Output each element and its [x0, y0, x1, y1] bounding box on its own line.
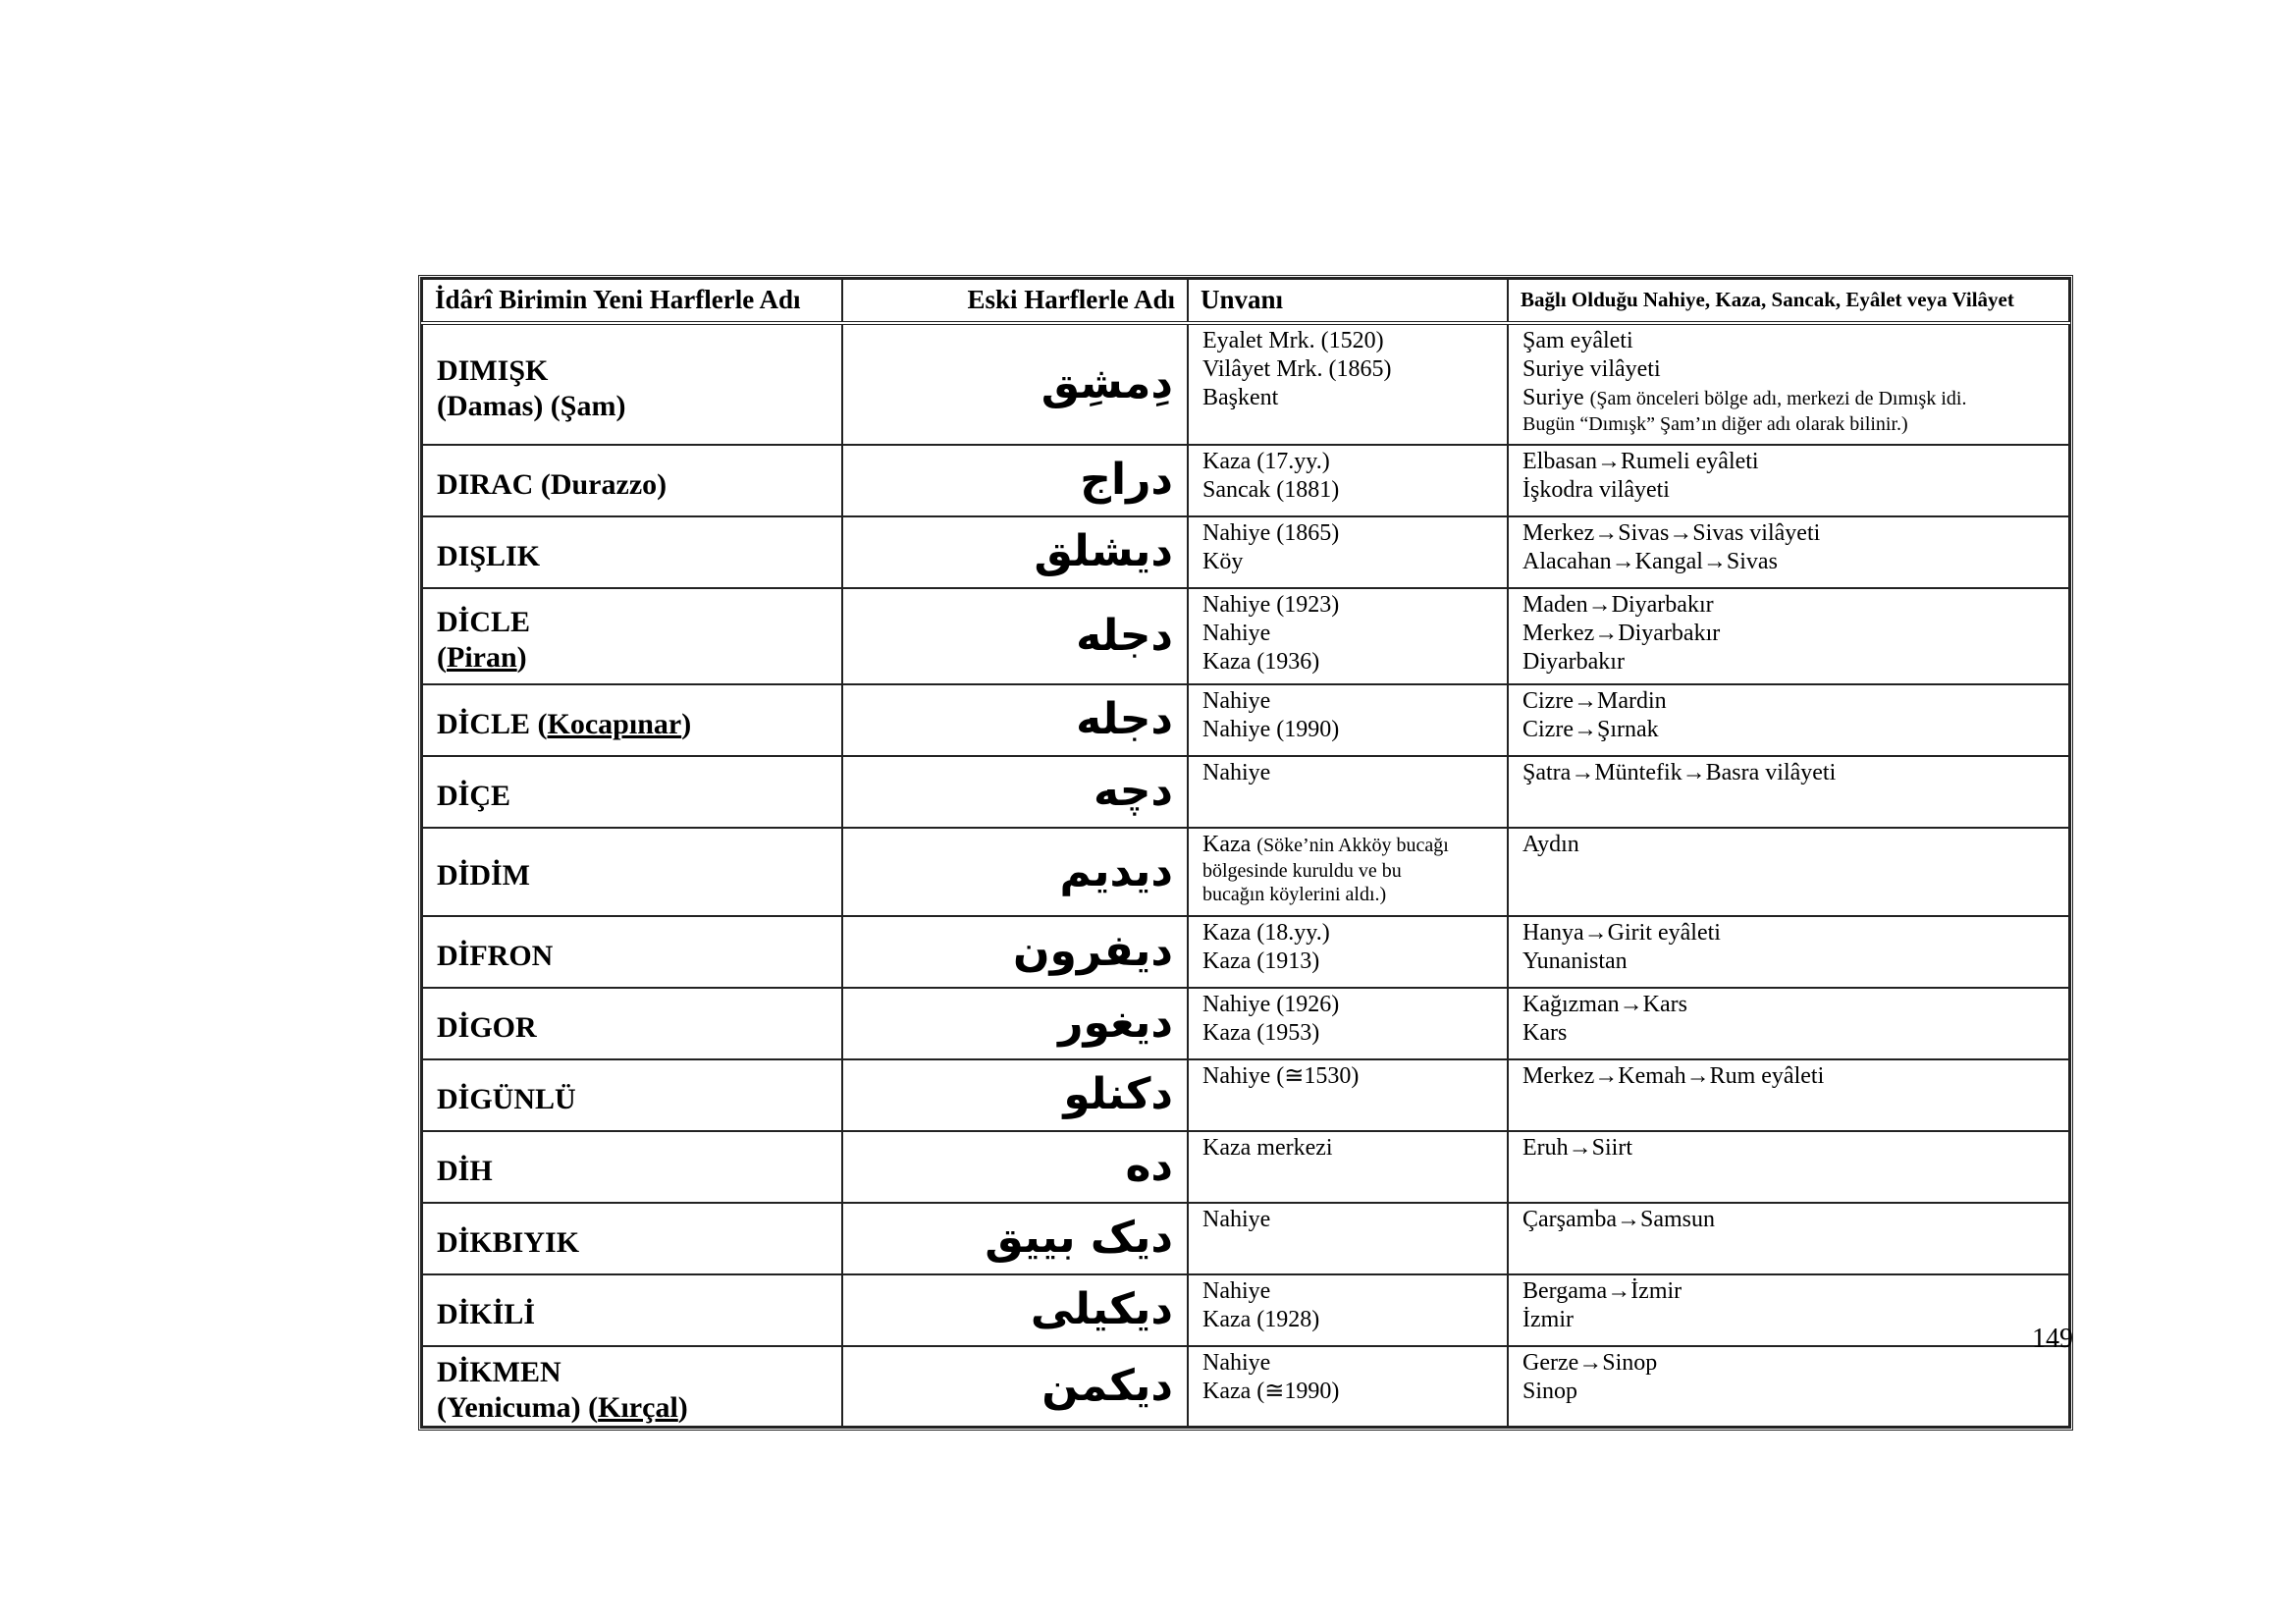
title-note: bölgesinde kuruldu ve bu	[1202, 860, 1402, 882]
name-cell	[422, 323, 842, 445]
alt-name: Kırçal	[598, 1391, 678, 1424]
old-name-cell: دِمشِق	[842, 323, 1188, 445]
old-name-cell: دجله	[842, 684, 1188, 756]
parent-cell	[1508, 828, 2069, 916]
name-text: DİCLE	[437, 606, 531, 638]
old-name-cell: ديكيلی	[842, 1274, 1188, 1346]
title-cell	[1188, 516, 1508, 588]
table-row	[422, 916, 2069, 988]
name-cell: DİKİLİ	[422, 1274, 842, 1346]
name-cell: DİGOR	[422, 988, 842, 1059]
old-name-cell: ديفرون	[842, 916, 1188, 988]
title-cell	[1188, 916, 1508, 988]
parent-cell	[1508, 1203, 2069, 1274]
title-cell	[1188, 756, 1508, 828]
table-row	[422, 756, 2069, 828]
parent-cell	[1508, 445, 2069, 516]
title-line: Nahiye (1923)	[1202, 592, 1340, 618]
title-line: Nahiye	[1202, 760, 1271, 785]
parent-line: Çarşamba→Samsun	[1522, 1207, 1715, 1232]
title-line: Köy	[1202, 549, 1244, 574]
title-line: Kaza (1913)	[1202, 948, 1320, 974]
title-line: Nahiye (≅1530)	[1202, 1063, 1360, 1089]
old-name-cell: دجله	[842, 588, 1188, 684]
parent-line: Merkez→Kemah→Rum eyâleti	[1522, 1063, 1825, 1089]
title-note: bucağın köylerini aldı.)	[1202, 884, 1387, 905]
name-cell: DİÇE	[422, 756, 842, 828]
title-line: Kaza (18.yy.)	[1202, 920, 1330, 946]
title-cell	[1188, 445, 1508, 516]
parent-line: Şam eyâleti	[1522, 328, 1633, 353]
parent-cell	[1508, 516, 2069, 588]
parent-note: Bugün “Dımışk” Şam’ın diğer adı olarak bilinir.)	[1522, 413, 1908, 435]
parent-note: (Şam önceleri bölge adı, merkezi de Dımışk idi.	[1589, 388, 1967, 409]
title-cell	[1188, 1274, 1508, 1346]
parent-line: Alacahan→Kangal→Sivas	[1522, 549, 1778, 574]
title-line: Kaza (1928)	[1202, 1307, 1320, 1332]
name-text: DIRAC	[437, 467, 534, 501]
old-name-cell: ديغور	[842, 988, 1188, 1059]
old-name-cell: ديشلق	[842, 516, 1188, 588]
old-name-cell: دكنلو	[842, 1059, 1188, 1131]
title-line: Kaza (≅1990)	[1202, 1379, 1340, 1404]
title-cell	[1188, 1059, 1508, 1131]
title-line: Nahiye	[1202, 688, 1271, 714]
parent-line: Eruh→Siirt	[1522, 1135, 1632, 1161]
name-cell	[422, 1346, 842, 1427]
parent-line: İzmir	[1522, 1307, 1574, 1332]
parent-cell	[1508, 916, 2069, 988]
parent-line: Cizre→Şırnak	[1522, 717, 1659, 742]
table-row	[422, 588, 2069, 684]
parent-cell	[1508, 684, 2069, 756]
parent-line: Gerze→Sinop	[1522, 1350, 1658, 1376]
parent-cell	[1508, 756, 2069, 828]
header-old: Eski Harflerle Adı	[842, 279, 1188, 323]
parent-cell	[1508, 1346, 2069, 1427]
table-row	[422, 323, 2069, 445]
title-line: Kaza merkezi	[1202, 1135, 1333, 1161]
title-cell	[1188, 684, 1508, 756]
parent-cell	[1508, 988, 2069, 1059]
table-row	[422, 1346, 2069, 1427]
parent-line: İşkodra vilâyeti	[1522, 477, 1670, 503]
table-row	[422, 1131, 2069, 1203]
parent-line: Merkez→Diyarbakır	[1522, 621, 1721, 646]
alt-name: Piran	[447, 641, 517, 674]
title-line: Nahiye (1865)	[1202, 520, 1340, 546]
parent-line: Suriye	[1522, 385, 1584, 410]
title-line: Vilâyet Mrk. (1865)	[1202, 356, 1392, 382]
title-line: Nahiye	[1202, 1207, 1271, 1232]
old-name-cell: ده	[842, 1131, 1188, 1203]
name-cell: DİDİM	[422, 828, 842, 916]
settlement-table	[418, 275, 2073, 1431]
title-line: Sancak (1881)	[1202, 477, 1340, 503]
header-row	[422, 279, 2069, 323]
alt-name-suffix: )	[677, 1391, 688, 1424]
page-number: 149	[2032, 1324, 2073, 1354]
alt-name: (Damas) (Şam)	[437, 389, 626, 422]
parent-line: Suriye vilâyeti	[1522, 356, 1661, 382]
title-line: Başkent	[1202, 385, 1279, 410]
alt-name: Kocapınar	[547, 707, 682, 740]
parent-line: Elbasan→Rumeli eyâleti	[1522, 449, 1759, 474]
header-name: İdârî Birimin Yeni Harflerle Adı	[422, 279, 842, 323]
title-cell	[1188, 1131, 1508, 1203]
parent-cell	[1508, 323, 2069, 445]
table-row	[422, 1059, 2069, 1131]
parent-line: Yunanistan	[1522, 948, 1628, 974]
name-cell	[422, 445, 842, 516]
title-note: (Söke’nin Akköy bucağı	[1256, 835, 1449, 856]
title-line: Nahiye (1990)	[1202, 717, 1340, 742]
alt-name: (Durazzo)	[540, 467, 667, 501]
table-row	[422, 516, 2069, 588]
parent-cell	[1508, 1059, 2069, 1131]
table	[421, 278, 2070, 1428]
title-line: Kaza (1953)	[1202, 1020, 1320, 1046]
name-text: DİCLE	[437, 707, 531, 740]
title-cell	[1188, 988, 1508, 1059]
header-parent: Bağlı Olduğu Nahiye, Kaza, Sancak, Eyâlet veya Vilâyet	[1508, 279, 2069, 323]
title-cell	[1188, 1203, 1508, 1274]
name-cell: DİH	[422, 1131, 842, 1203]
title-cell	[1188, 323, 1508, 445]
title-line: Nahiye	[1202, 1278, 1271, 1304]
title-line: Nahiye	[1202, 621, 1271, 646]
table-row	[422, 684, 2069, 756]
title-cell	[1188, 828, 1508, 916]
name-cell: DİGÜNLÜ	[422, 1059, 842, 1131]
title-cell	[1188, 1346, 1508, 1427]
parent-line: Hanya→Girit eyâleti	[1522, 920, 1721, 946]
name-text: DİKMEN	[437, 1356, 561, 1388]
old-name-cell: دراج	[842, 445, 1188, 516]
table-row	[422, 988, 2069, 1059]
table-row	[422, 1203, 2069, 1274]
parent-line: Bergama→İzmir	[1522, 1278, 1682, 1304]
parent-cell	[1508, 1131, 2069, 1203]
parent-line: Aydın	[1522, 832, 1579, 857]
title-line: Kaza	[1202, 832, 1252, 857]
title-line: Nahiye	[1202, 1350, 1271, 1376]
parent-line: Merkez→Sivas→Sivas vilâyeti	[1522, 520, 1821, 546]
parent-line: Sinop	[1522, 1379, 1578, 1404]
name-cell: DIŞLIK	[422, 516, 842, 588]
title-line: Kaza (17.yy.)	[1202, 449, 1330, 474]
title-line: Nahiye (1926)	[1202, 992, 1340, 1017]
old-name-cell: ديک بييق	[842, 1203, 1188, 1274]
name-text: DIMIŞK	[437, 353, 549, 387]
old-name-cell: دچه	[842, 756, 1188, 828]
parent-line: Şatra→Müntefik→Basra vilâyeti	[1522, 760, 1837, 785]
parent-cell	[1508, 1274, 2069, 1346]
parent-line: Maden→Diyarbakır	[1522, 592, 1714, 618]
name-cell: DİKBIYIK	[422, 1203, 842, 1274]
table-row	[422, 445, 2069, 516]
alt-name-prefix: (Yenicuma) (	[437, 1391, 599, 1424]
table-row	[422, 1274, 2069, 1346]
parent-cell	[1508, 588, 2069, 684]
old-name-cell: ديديم	[842, 828, 1188, 916]
name-cell: DİCLE (Piran)	[422, 588, 842, 684]
old-name-cell: ديكمن	[842, 1346, 1188, 1427]
table-row	[422, 828, 2069, 916]
parent-line: Diyarbakır	[1522, 649, 1625, 675]
parent-line: Kağızman→Kars	[1522, 992, 1687, 1017]
parent-line: Kars	[1522, 1020, 1568, 1046]
title-cell	[1188, 588, 1508, 684]
name-cell: DİCLE (Kocapınar)	[422, 684, 842, 756]
title-line: Kaza (1936)	[1202, 649, 1320, 675]
parent-line: Cizre→Mardin	[1522, 688, 1667, 714]
title-line: Eyalet Mrk. (1520)	[1202, 328, 1384, 353]
name-cell: DİFRON	[422, 916, 842, 988]
header-title: Unvanı	[1188, 279, 1508, 323]
